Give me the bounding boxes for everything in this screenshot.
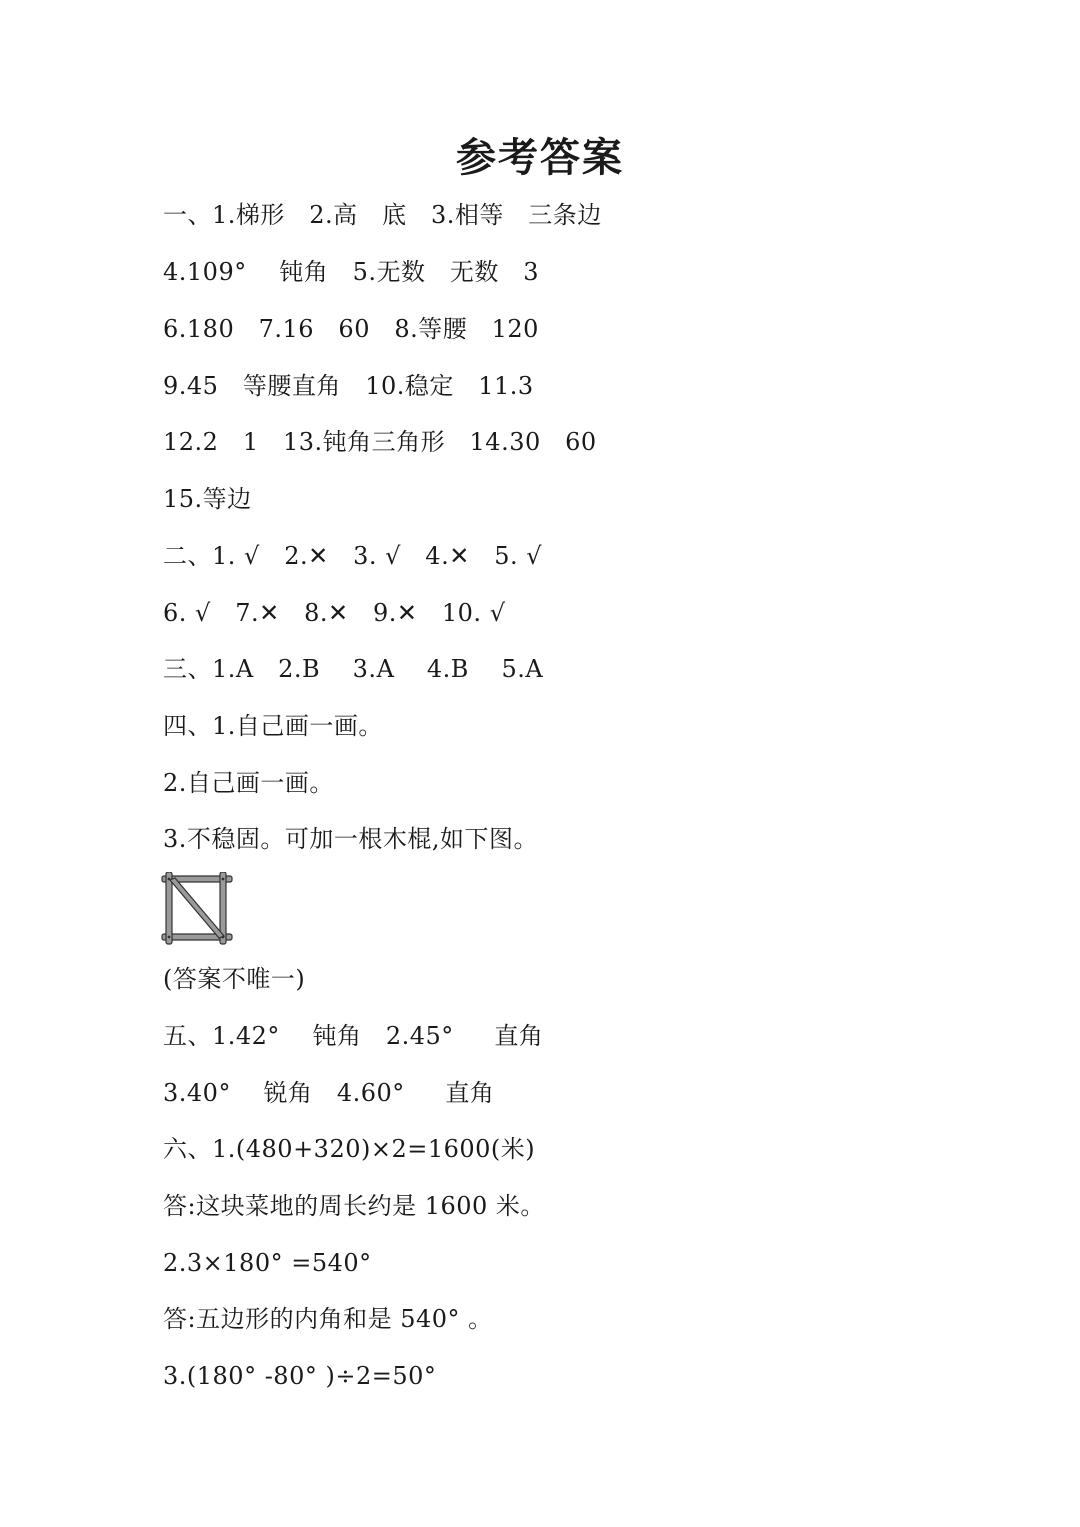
answer-line-section6-d: 答:五边形的内角和是 540° 。 [163,1305,493,1333]
stick-diagonal [170,878,224,938]
stick-left [166,872,172,944]
answer-line-section6-e: 3.(180° -80° )÷2=50° [163,1362,437,1390]
answer-line-section1-d: 9.45 等腰直角 10.稳定 11.3 [163,372,534,400]
answer-line-section4-a: 四、1.自己画一画。 [163,712,383,740]
answer-line-section1-e: 12.2 1 13.钝角三角形 14.30 60 [163,428,597,456]
nail-icon [168,878,171,881]
nail-icon [168,936,171,939]
answer-line-section1-a: 一、1.梯形 2.高 底 3.相等 三条边 [163,201,602,229]
answer-line-section1-b: 4.109° 钝角 5.无数 无数 3 [163,258,540,286]
answer-line-section6-b: 答:这块菜地的周长约是 1600 米。 [163,1192,545,1220]
answer-line-section2-a: 二、1. √ 2.✕ 3. √ 4.✕ 5. √ [163,542,543,570]
answer-note: (答案不唯一) [163,965,306,993]
nail-icon [222,878,225,881]
answer-line-section4-c: 3.不稳固。可加一根木棍,如下图。 [163,825,539,853]
answer-line-section5-a: 五、1.42° 钝角 2.45° 直角 [163,1022,544,1050]
answer-line-section6-c: 2.3×180° =540° [163,1249,372,1277]
answer-line-section6-a: 六、1.(480+320)×2=1600(米) [163,1135,536,1163]
stick-frame-figure [160,872,234,946]
page-title: 参考答案 [456,134,624,181]
answer-line-section5-b: 3.40° 锐角 4.60° 直角 [163,1079,495,1107]
answer-line-section4-b: 2.自己画一画。 [163,769,334,797]
answer-line-section1-c: 6.180 7.16 60 8.等腰 120 [163,315,539,343]
answer-line-section3: 三、1.A 2.B 3.A 4.B 5.A [163,655,544,683]
nail-icon [222,936,225,939]
answer-line-section1-f: 15.等边 [163,485,252,513]
answer-line-section2-b: 6. √ 7.✕ 8.✕ 9.✕ 10. √ [163,599,506,627]
